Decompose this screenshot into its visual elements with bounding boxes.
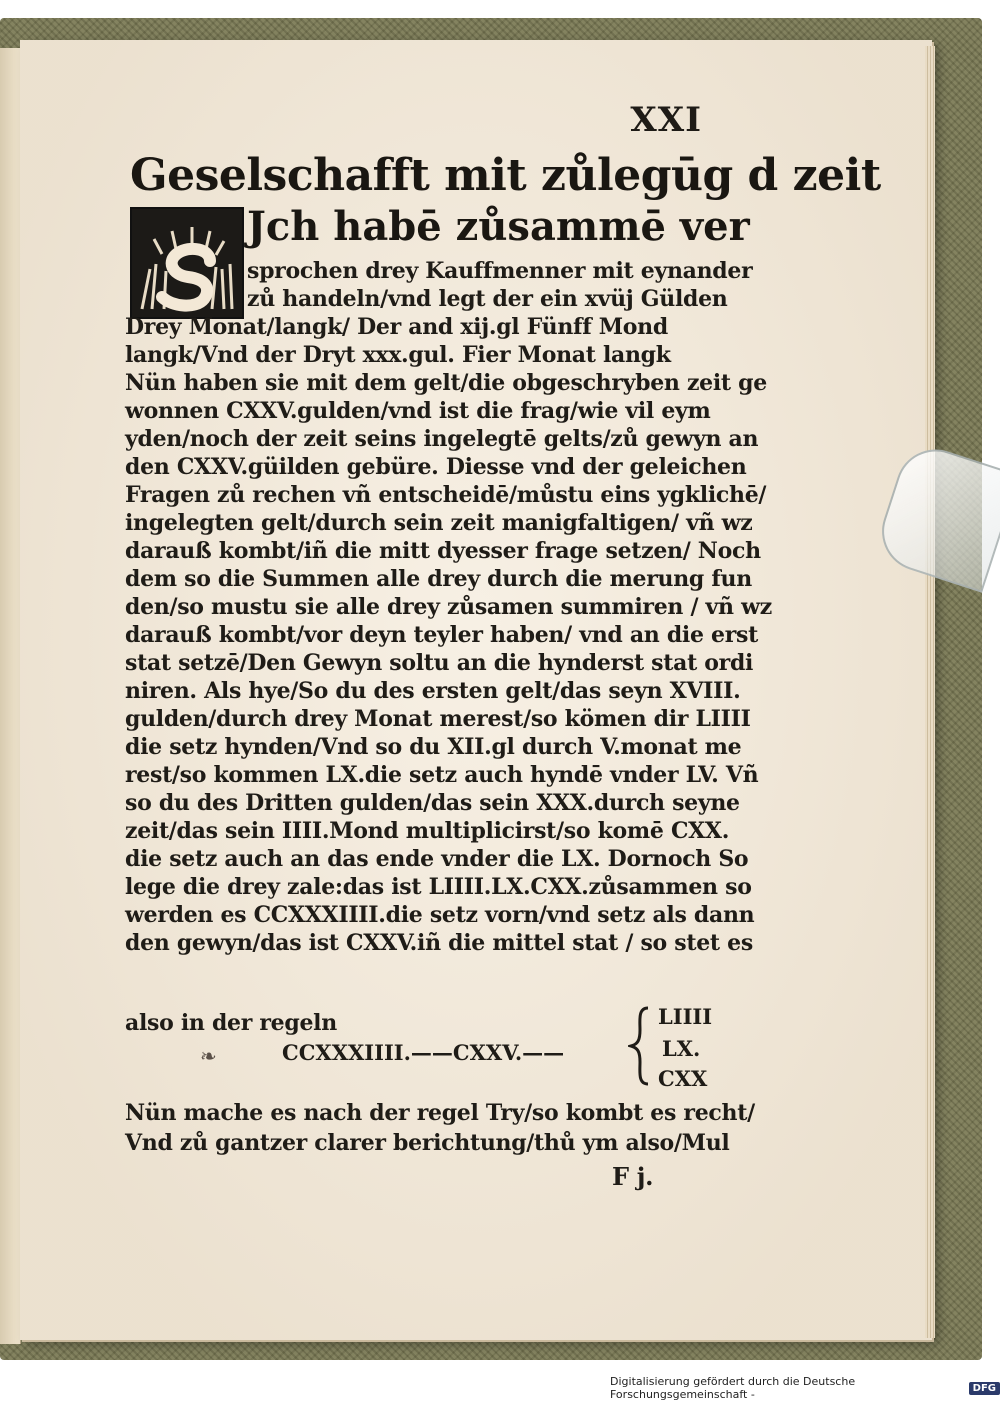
text-line: zeit/das sein IIII.Mond multiplicirst/so komē CXX.	[125, 818, 730, 844]
text-line: zů handeln/vnd legt der ein xvüj Gülden	[247, 286, 728, 312]
text-line: gulden/durch drey Monat merest/so kömen dir LIIII	[125, 706, 751, 732]
text-line: Nün haben sie mit dem gelt/die obgeschryben zeit ge	[125, 370, 767, 396]
folio-number: XXI	[630, 100, 702, 140]
opening-line: Jch habē zůsammē ver	[247, 203, 750, 250]
rule-left-numbers: CCXXXIIII.——CXXV.——	[282, 1040, 565, 1065]
facing-page-edge	[0, 48, 21, 1344]
text-line: darauß kombt/iñ die mitt dyesser frage setzen/ Noch	[125, 538, 761, 564]
rule-value-3: CXX	[658, 1066, 708, 1091]
ornament-leaf-icon: ❧	[200, 1044, 217, 1068]
text-line: die setz hynden/Vnd so du XII.gl durch V.monat me	[125, 734, 742, 760]
footer-credit	[610, 1375, 1000, 1401]
rule-value-2: LX.	[662, 1036, 701, 1061]
page-stack-edge	[925, 46, 935, 1338]
page-title: Geselschafft mit zůlegūg d zeit	[130, 150, 881, 201]
text-line: rest/so kommen LX.die setz auch hyndē vnder LV. Vñ	[125, 762, 759, 788]
text-line: Nün mache es nach der regel Try/so kombt es recht/	[125, 1100, 755, 1126]
text-line: niren. Als hye/So du des ersten gelt/das seyn XVIII.	[125, 678, 741, 704]
text-line: Fragen zů rechen vñ entscheidē/můstu eins ygklichē/	[125, 482, 767, 508]
text-line: also in der regeln	[125, 1010, 337, 1036]
text-line: den gewyn/das ist CXXV.iñ die mittel stat / so stet es	[125, 930, 753, 956]
footer-text: Digitalisierung gefördert durch die Deutsche Forschungsgemeinschaft -	[610, 1375, 856, 1401]
dfg-logo: DFG	[969, 1382, 1000, 1395]
woodcut-initial-s-icon	[132, 209, 242, 317]
text-line: langk/Vnd der Dryt xxx.gul. Fier Monat langk	[125, 342, 671, 368]
text-line: so du des Dritten gulden/das sein XXX.durch seyne	[125, 790, 740, 816]
signature-mark: F j.	[612, 1162, 654, 1191]
text-line: yden/noch der zeit seins ingelegtē gelts/zů gewyn an	[125, 426, 759, 452]
text-line: Vnd zů gantzer clarer berichtung/thů ym also/Mul	[125, 1130, 730, 1156]
text-line: Drey Monat/langk/ Der and xij.gl Fünff Mond	[125, 314, 668, 340]
text-line: den CXXV.güilden gebüre. Diesse vnd der geleichen	[125, 454, 747, 480]
decorated-initial	[130, 207, 244, 319]
text-line: den/so mustu sie alle drey zůsamen summiren / vñ wz	[125, 594, 772, 620]
text-line: sprochen drey Kauffmenner mit eynander	[247, 258, 753, 284]
text-line: darauß kombt/vor deyn teyler haben/ vnd an die erst	[125, 622, 758, 648]
rule-value-1: LIIII	[658, 1004, 713, 1029]
text-line: die setz auch an das ende vnder die LX. Dornoch So	[125, 846, 749, 872]
text-line: ingelegten gelt/durch sein zeit manigfaltigen/ vñ wz	[125, 510, 753, 536]
text-line: werden es CCXXXIIII.die setz vorn/vnd setz als dann	[125, 902, 755, 928]
text-line: lege die drey zale:das ist LIIII.LX.CXX.zůsammen so	[125, 874, 752, 900]
curly-brace-icon	[628, 1006, 650, 1086]
text-line: stat setzē/Den Gewyn soltu an die hynderst stat ordi	[125, 650, 754, 676]
text-line: wonnen CXXV.gulden/vnd ist die frag/wie vil eym	[125, 398, 711, 424]
text-line: dem so die Summen alle drey durch die merung fun	[125, 566, 752, 592]
